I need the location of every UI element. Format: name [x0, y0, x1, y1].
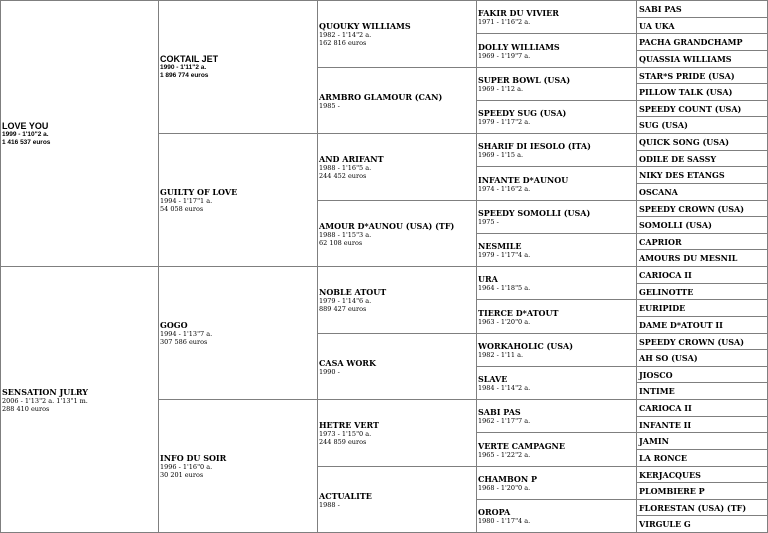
- horse-name: SPEEDY SOMOLLI (USA): [478, 208, 591, 218]
- gen2-ancestor-cell: [158, 399, 318, 533]
- gen5-ancestor-cell: [636, 416, 768, 433]
- gen1-ancestor-cell: [0, 0, 159, 267]
- gen4-ancestor-cell: [476, 200, 637, 234]
- horse-name: SPEEDY COUNT (USA): [639, 103, 742, 114]
- gen5-ancestor-cell: [636, 515, 768, 533]
- ancestor-info: [160, 453, 316, 479]
- birth-year-record: 1984 - 1'14"2 a.: [478, 384, 531, 392]
- gen4-ancestor-cell: [476, 100, 637, 134]
- horse-name: GUILTY OF LOVE: [160, 187, 238, 197]
- horse-name: SABI PAS: [478, 407, 521, 417]
- gen3-ancestor-cell: [317, 200, 477, 267]
- gen4-ancestor-cell: [476, 266, 637, 300]
- horse-name: AMOURS DU MESNIL: [639, 253, 738, 263]
- gen3-ancestor-cell: [317, 266, 477, 334]
- horse-name: EURIPIDE: [639, 303, 686, 313]
- horse-name: PLOMBIERE P: [639, 486, 705, 496]
- horse-name: SABI PAS: [639, 4, 682, 14]
- gen4-ancestor-cell: [476, 299, 637, 334]
- gen4-ancestor-cell: [476, 499, 637, 533]
- gen4-ancestor-cell: [476, 399, 637, 433]
- horse-name: SLAVE: [478, 374, 508, 384]
- horse-name: NESMILE: [478, 241, 522, 251]
- horse-name: STAR*S PRIDE (USA): [639, 70, 735, 81]
- horse-name: HETRE VERT: [319, 420, 379, 430]
- birth-year-record: 1996 - 1'16"0 a.: [160, 463, 213, 471]
- horse-name: SUPER BOWL (USA): [478, 75, 571, 85]
- ancestor-info: [478, 407, 635, 425]
- horse-name: AMOUR D*AUNOU (USA) (TF): [319, 220, 455, 231]
- ancestor-info: [478, 374, 635, 392]
- horse-name: SUG (USA): [639, 120, 688, 130]
- gen3-ancestor-cell: [317, 133, 477, 201]
- gen5-ancestor-cell: [636, 100, 768, 117]
- ancestor-info: [2, 121, 157, 147]
- gen4-ancestor-cell: [476, 67, 637, 101]
- horse-name: PILLOW TALK (USA): [639, 87, 733, 97]
- gen5-ancestor-cell: [636, 449, 768, 467]
- gen3-ancestor-cell: [317, 333, 477, 400]
- gen2-ancestor-cell: [158, 133, 318, 267]
- ancestor-info: [478, 474, 635, 492]
- gen1-ancestor-cell: [0, 266, 159, 533]
- gen5-ancestor-cell: [636, 249, 768, 267]
- birth-year-record: 1964 - 1'18"5 a.: [478, 284, 531, 292]
- horse-name: LOVE YOU: [2, 120, 49, 131]
- earnings: 288 410 euros: [2, 404, 50, 413]
- birth-year-record: 1969 - 1'12 a.: [478, 85, 524, 93]
- ancestor-info: [319, 154, 475, 180]
- gen5-ancestor-cell: [636, 0, 768, 18]
- horse-name: ACTUALITE: [319, 490, 372, 501]
- ancestor-info: [478, 507, 635, 525]
- horse-name: URA: [478, 274, 498, 284]
- earnings: 244 859 euros: [319, 438, 367, 446]
- birth-year-record: 1994 - 1'13"7 a.: [160, 330, 213, 338]
- gen5-ancestor-cell: [636, 183, 768, 201]
- birth-year-record: 1982 - 1'14"2 a.: [319, 31, 372, 39]
- ancestor-info: [319, 358, 475, 376]
- horse-name: NIKY DES ETANGS: [639, 170, 725, 180]
- ancestor-info: [319, 287, 475, 313]
- gen5-ancestor-cell: [636, 349, 768, 367]
- horse-name: VIRGULE G: [639, 519, 691, 529]
- birth-year-record: 1974 - 1'16"2 a.: [478, 184, 531, 193]
- gen2-ancestor-cell: [158, 266, 318, 400]
- earnings: 62 108 euros: [319, 238, 363, 247]
- gen5-ancestor-cell: [636, 432, 768, 450]
- horse-name: SOMOLLI (USA): [639, 220, 712, 230]
- birth-year-record: 1965 - 1'22"2 a.: [478, 450, 531, 459]
- earnings: 307 586 euros: [160, 338, 208, 346]
- gen5-ancestor-cell: [636, 200, 768, 217]
- birth-year-record: 1969 - 1'15 a.: [478, 151, 524, 159]
- ancestor-info: [478, 141, 635, 159]
- gen4-ancestor-cell: [476, 166, 637, 201]
- horse-name: QUICK SONG (USA): [639, 137, 729, 147]
- earnings: 162 816 euros: [319, 39, 367, 47]
- birth-year-record: 1962 - 1'17"7 a.: [478, 417, 531, 425]
- birth-year-record: 1971 - 1'16"2 a.: [478, 18, 531, 26]
- horse-name: SPEEDY SUG (USA): [478, 108, 567, 118]
- gen3-ancestor-cell: [317, 67, 477, 134]
- birth-year-record: 1982 - 1'11 a.: [478, 351, 524, 359]
- gen5-ancestor-cell: [636, 166, 768, 184]
- gen5-ancestor-cell: [636, 399, 768, 417]
- birth-year-record: 1988 - 1'15"3 a.: [319, 230, 372, 239]
- horse-name: SHARIF DI IESOLO (ITA): [478, 141, 591, 151]
- horse-name: JIOSCO: [639, 369, 673, 380]
- horse-name: CASA WORK: [319, 357, 376, 368]
- horse-name: AND ARIFANT: [319, 154, 384, 164]
- birth-year-record: 1994 - 1'17"1 a.: [160, 197, 213, 205]
- birth-year-record: 1963 - 1'20"0 a.: [478, 317, 531, 326]
- gen5-ancestor-cell: [636, 499, 768, 516]
- gen5-ancestor-cell: [636, 466, 768, 483]
- ancestor-info: [478, 341, 635, 359]
- birth-year-record: 1988 - 1'16"5 a.: [319, 164, 372, 172]
- gen5-ancestor-cell: [636, 33, 768, 51]
- gen5-ancestor-cell: [636, 382, 768, 400]
- gen5-ancestor-cell: [636, 116, 768, 134]
- horse-name: JAMIN: [639, 436, 669, 446]
- horse-name: INTIME: [639, 386, 675, 396]
- gen5-ancestor-cell: [636, 50, 768, 68]
- birth-year-record: 1980 - 1'17"4 a.: [478, 517, 531, 525]
- ancestor-info: [478, 208, 635, 226]
- horse-name: GOGO: [160, 320, 188, 330]
- gen4-ancestor-cell: [476, 233, 637, 267]
- ancestor-info: [319, 221, 475, 247]
- horse-name: FLORESTAN (USA) (TF): [639, 502, 747, 513]
- horse-name: INFO DU SOIR: [160, 453, 227, 463]
- horse-name: OROPA: [478, 507, 511, 517]
- gen5-ancestor-cell: [636, 216, 768, 234]
- birth-year-record: 1985 -: [319, 101, 340, 110]
- gen5-ancestor-cell: [636, 333, 768, 350]
- earnings: 889 427 euros: [319, 305, 367, 313]
- horse-name: VERTE CAMPAGNE: [478, 440, 565, 451]
- horse-name: PACHA GRANDCHAMP: [639, 37, 743, 47]
- birth-year-record: 1979 - 1'14"6 a.: [319, 297, 372, 305]
- horse-name: OSCANA: [639, 187, 678, 197]
- horse-name: NOBLE ATOUT: [319, 287, 387, 297]
- horse-name: UA UKA: [639, 20, 675, 31]
- horse-name: CHAMBON P: [478, 474, 537, 484]
- ancestor-info: [478, 8, 635, 26]
- horse-name: CAPRIOR: [639, 236, 682, 247]
- birth-year-record: 1979 - 1'17"2 a.: [478, 118, 531, 126]
- gen5-ancestor-cell: [636, 299, 768, 317]
- horse-name: GELINOTTE: [639, 286, 694, 297]
- ancestor-info: [319, 491, 475, 509]
- gen3-ancestor-cell: [317, 399, 477, 467]
- horse-name: ARMBRO GLAMOUR (CAN): [319, 91, 443, 102]
- ancestor-info: [478, 175, 635, 193]
- ancestor-info: [478, 241, 635, 259]
- gen4-ancestor-cell: [476, 33, 637, 68]
- horse-name: DAME D*ATOUT II: [639, 320, 723, 330]
- gen5-ancestor-cell: [636, 83, 768, 101]
- horse-name: WORKAHOLIC (USA): [478, 341, 574, 351]
- gen4-ancestor-cell: [476, 432, 637, 467]
- birth-year-record: 1975 -: [478, 218, 499, 226]
- gen3-ancestor-cell: [317, 466, 477, 533]
- gen4-ancestor-cell: [476, 366, 637, 400]
- gen5-ancestor-cell: [636, 133, 768, 151]
- ancestor-info: [319, 92, 475, 110]
- gen5-ancestor-cell: [636, 283, 768, 300]
- birth-year-record: 1968 - 1'20"0 a.: [478, 484, 531, 492]
- ancestor-info: [478, 108, 635, 126]
- earnings: 244 452 euros: [319, 172, 367, 180]
- earnings: 54 058 euros: [160, 205, 204, 213]
- horse-name: SPEEDY CROWN (USA): [639, 336, 745, 347]
- ancestor-info: [478, 308, 635, 326]
- horse-name: DOLLY WILLIAMS: [478, 41, 560, 52]
- horse-name: COKTAIL JET: [160, 54, 219, 64]
- ancestor-info: [478, 274, 635, 292]
- gen5-ancestor-cell: [636, 150, 768, 167]
- birth-year-record: 2006 - 1'13"2 a. 1'13"1 m.: [2, 396, 88, 405]
- horse-name: QUOUKY WILLIAMS: [319, 21, 411, 31]
- gen4-ancestor-cell: [476, 466, 637, 500]
- horse-name: CARIOCA II: [639, 270, 692, 280]
- birth-year-record: 1979 - 1'17"4 a.: [478, 251, 531, 259]
- birth-year-record: 1969 - 1'19"7 a.: [478, 51, 531, 60]
- gen4-ancestor-cell: [476, 133, 637, 167]
- horse-name: CARIOCA II: [639, 403, 692, 413]
- gen5-ancestor-cell: [636, 67, 768, 84]
- ancestor-info: [160, 54, 316, 80]
- gen4-ancestor-cell: [476, 0, 637, 34]
- birth-year-record: 1990 -: [319, 367, 340, 376]
- ancestor-info: [319, 420, 475, 446]
- horse-name: KERJACQUES: [639, 469, 701, 480]
- gen5-ancestor-cell: [636, 17, 768, 34]
- gen5-ancestor-cell: [636, 266, 768, 284]
- birth-year-record: 1988 -: [319, 500, 340, 509]
- horse-name: SENSATION JULRY: [2, 386, 88, 397]
- birth-year-record: 1999 - 1'10"2 a.: [2, 130, 49, 138]
- horse-name: FAKIR DU VIVIER: [478, 8, 559, 18]
- horse-name: AH SO (USA): [639, 353, 698, 363]
- earnings: 30 201 euros: [160, 471, 204, 479]
- ancestor-info: [160, 320, 316, 346]
- birth-year-record: 1973 - 1'15"0 a.: [319, 430, 372, 438]
- ancestor-info: [2, 387, 157, 413]
- earnings: 1 416 537 euros: [2, 138, 51, 146]
- gen5-ancestor-cell: [636, 366, 768, 383]
- horse-name: SPEEDY CROWN (USA): [639, 203, 745, 214]
- birth-year-record: 1990 - 1'11"2 a.: [160, 64, 207, 71]
- ancestor-info: [319, 21, 475, 47]
- ancestor-info: [160, 187, 316, 213]
- gen5-ancestor-cell: [636, 482, 768, 500]
- gen2-ancestor-cell: [158, 0, 318, 134]
- ancestor-info: [478, 75, 635, 93]
- horse-name: INFANTE II: [639, 419, 692, 430]
- ancestor-info: [478, 441, 635, 459]
- horse-name: INFANTE D*AUNOU: [478, 174, 569, 185]
- horse-name: TIERCE D*ATOUT: [478, 307, 559, 318]
- gen5-ancestor-cell: [636, 233, 768, 250]
- ancestor-info: [478, 42, 635, 60]
- horse-name: ODILE DE SASSY: [639, 153, 717, 164]
- gen5-ancestor-cell: [636, 316, 768, 334]
- horse-name: QUASSIA WILLIAMS: [639, 54, 732, 64]
- horse-name: LA RONCE: [639, 453, 688, 463]
- gen3-ancestor-cell: [317, 0, 477, 68]
- gen4-ancestor-cell: [476, 333, 637, 367]
- earnings: 1 896 774 euros: [160, 72, 209, 79]
